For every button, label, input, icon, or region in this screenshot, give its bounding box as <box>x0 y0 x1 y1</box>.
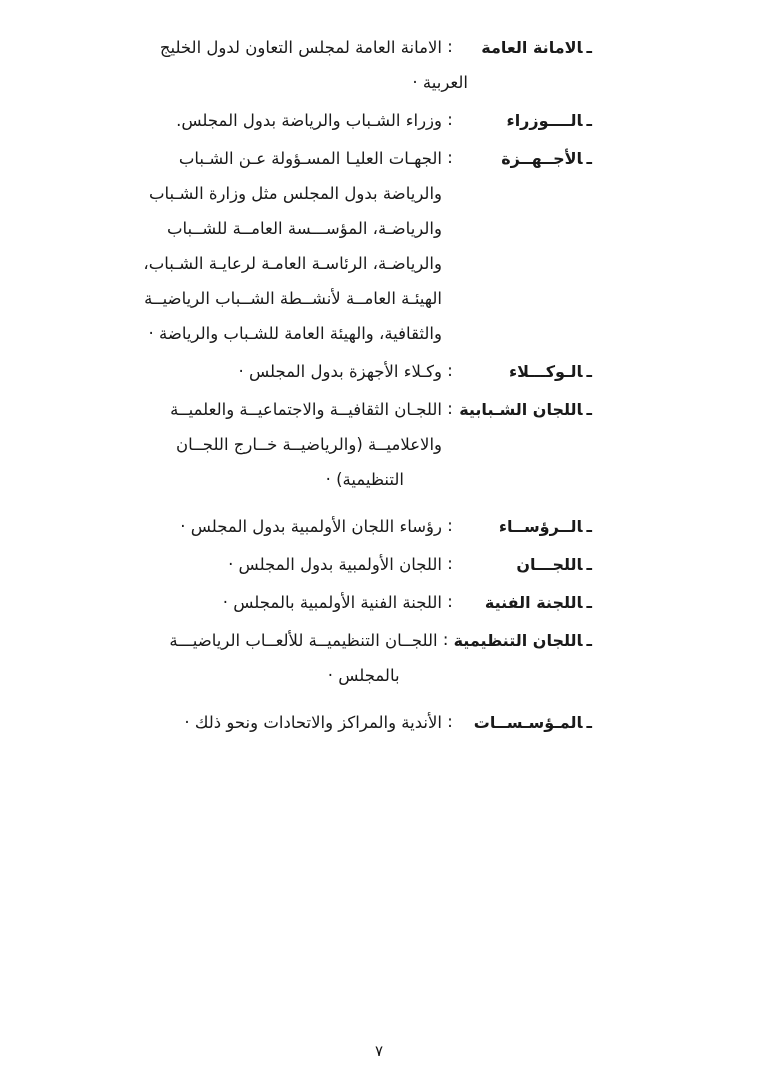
term-text: المـؤسـســات <box>473 713 583 732</box>
term-cell <box>458 30 592 65</box>
term-text: اللجان الشـبابية <box>459 400 583 419</box>
colon-separator: : <box>447 110 453 130</box>
term-text: الأجــهــزة <box>501 149 583 168</box>
glossary-list <box>143 30 592 743</box>
page-number: ٧ <box>374 1042 384 1060</box>
term-cell <box>458 509 592 544</box>
definition-cell <box>180 585 442 620</box>
term-cell <box>458 392 592 427</box>
definition-cell <box>180 547 442 582</box>
term-dash: ـ <box>586 555 592 574</box>
definition-cell <box>176 103 442 138</box>
term-dash: ـ <box>586 713 592 732</box>
term-dash: ـ <box>586 631 592 650</box>
definition-line: وزراء الشـباب والرياضة بدول المجلس. <box>176 111 442 130</box>
definition-line: وكـلاء الأجهزة بدول المجلس · <box>238 362 442 381</box>
glossary-entry <box>180 354 592 389</box>
term-cell <box>454 623 592 658</box>
definition-cell <box>159 30 468 100</box>
term-text: اللجنة الفنية <box>484 593 583 612</box>
definition-line: والاعلاميــة (والرياضيــة خــارج اللجــان <box>175 435 442 454</box>
glossary-entry <box>169 623 592 693</box>
colon-separator: : <box>447 148 453 168</box>
definition-line: التنظيمية) · <box>325 470 404 489</box>
term-text: الـوكـــلاء <box>508 362 583 381</box>
definition-line: الهيئـة العامــة لأنشــطة الشــباب الرياضيــة <box>144 289 442 308</box>
colon-separator: : <box>447 399 453 419</box>
glossary-entry <box>180 705 592 740</box>
definition-line: رؤساء اللجان الأولمبية بدول المجلس · <box>180 517 442 536</box>
glossary-entry <box>176 103 592 138</box>
definition-line: اللجــان التنظيميــة للألعــاب الرياضيـــة <box>169 631 438 650</box>
term-dash: ـ <box>586 362 592 381</box>
term-dash: ـ <box>586 593 592 612</box>
glossary-entry <box>180 509 592 544</box>
colon-separator: : <box>442 630 449 650</box>
definition-cell <box>180 705 442 740</box>
term-dash: ـ <box>586 149 592 168</box>
term-cell <box>458 103 592 138</box>
definition-line: الأندية والمراكز والاتحادات ونحو ذلك · <box>184 713 442 732</box>
term-dash: ـ <box>586 517 592 536</box>
colon-separator: : <box>447 37 453 57</box>
term-dash: ـ <box>586 38 592 57</box>
definition-line: اللجـان الثقافيــة والاجتماعيــة والعلميــة <box>170 400 442 419</box>
term-cell <box>458 141 592 176</box>
definition-line: الامانة العامة لمجلس التعاون لدول الخليج <box>159 38 442 57</box>
definition-line: اللجان الأولمبية بدول المجلس · <box>228 555 442 574</box>
term-text: اللجان التنظيمية <box>453 631 583 650</box>
definition-line: بالمجلس · <box>327 666 400 685</box>
definition-line: والرياضـة، الرئاسـة العامـة لرعايـة الشـباب، <box>143 254 442 273</box>
definition-line: والرياضة بدول المجلس مثل وزارة الشـباب <box>148 184 442 203</box>
colon-separator: : <box>447 361 453 381</box>
term-dash: ـ <box>586 111 592 130</box>
glossary-entry <box>143 141 592 351</box>
term-text: الــــوزراء <box>506 111 583 130</box>
glossary-entry <box>180 547 592 582</box>
definition-cell <box>180 509 442 544</box>
term-cell <box>458 705 592 740</box>
definition-line: العربية · <box>412 73 468 92</box>
glossary-entry <box>159 30 592 100</box>
colon-separator: : <box>447 516 453 536</box>
definition-line: اللجنة الفنية الأولمبية بالمجلس · <box>222 593 442 612</box>
term-dash: ـ <box>586 400 592 419</box>
term-text: اللجـــان <box>516 555 583 574</box>
definition-cell <box>143 141 442 351</box>
term-text: الامانة العامة <box>481 38 583 57</box>
glossary-entry <box>170 392 592 497</box>
term-cell <box>458 547 592 582</box>
term-cell <box>458 354 592 389</box>
definition-line: والرياضـة، المؤســـسة العامــة للشــباب <box>167 219 442 238</box>
colon-separator: : <box>447 712 453 732</box>
colon-separator: : <box>447 554 453 574</box>
definition-line: والثقافية، والهيئة العامة للشـباب والرياضة · <box>148 324 442 343</box>
colon-separator: : <box>447 592 453 612</box>
term-text: الــرؤســاء <box>498 517 583 536</box>
term-cell <box>458 585 592 620</box>
definition-cell <box>180 354 442 389</box>
definition-line: الجهـات العليـا المسـؤولة عـن الشـباب <box>178 149 442 168</box>
definition-cell <box>169 623 438 693</box>
glossary-entry <box>180 585 592 620</box>
definition-cell <box>170 392 442 497</box>
